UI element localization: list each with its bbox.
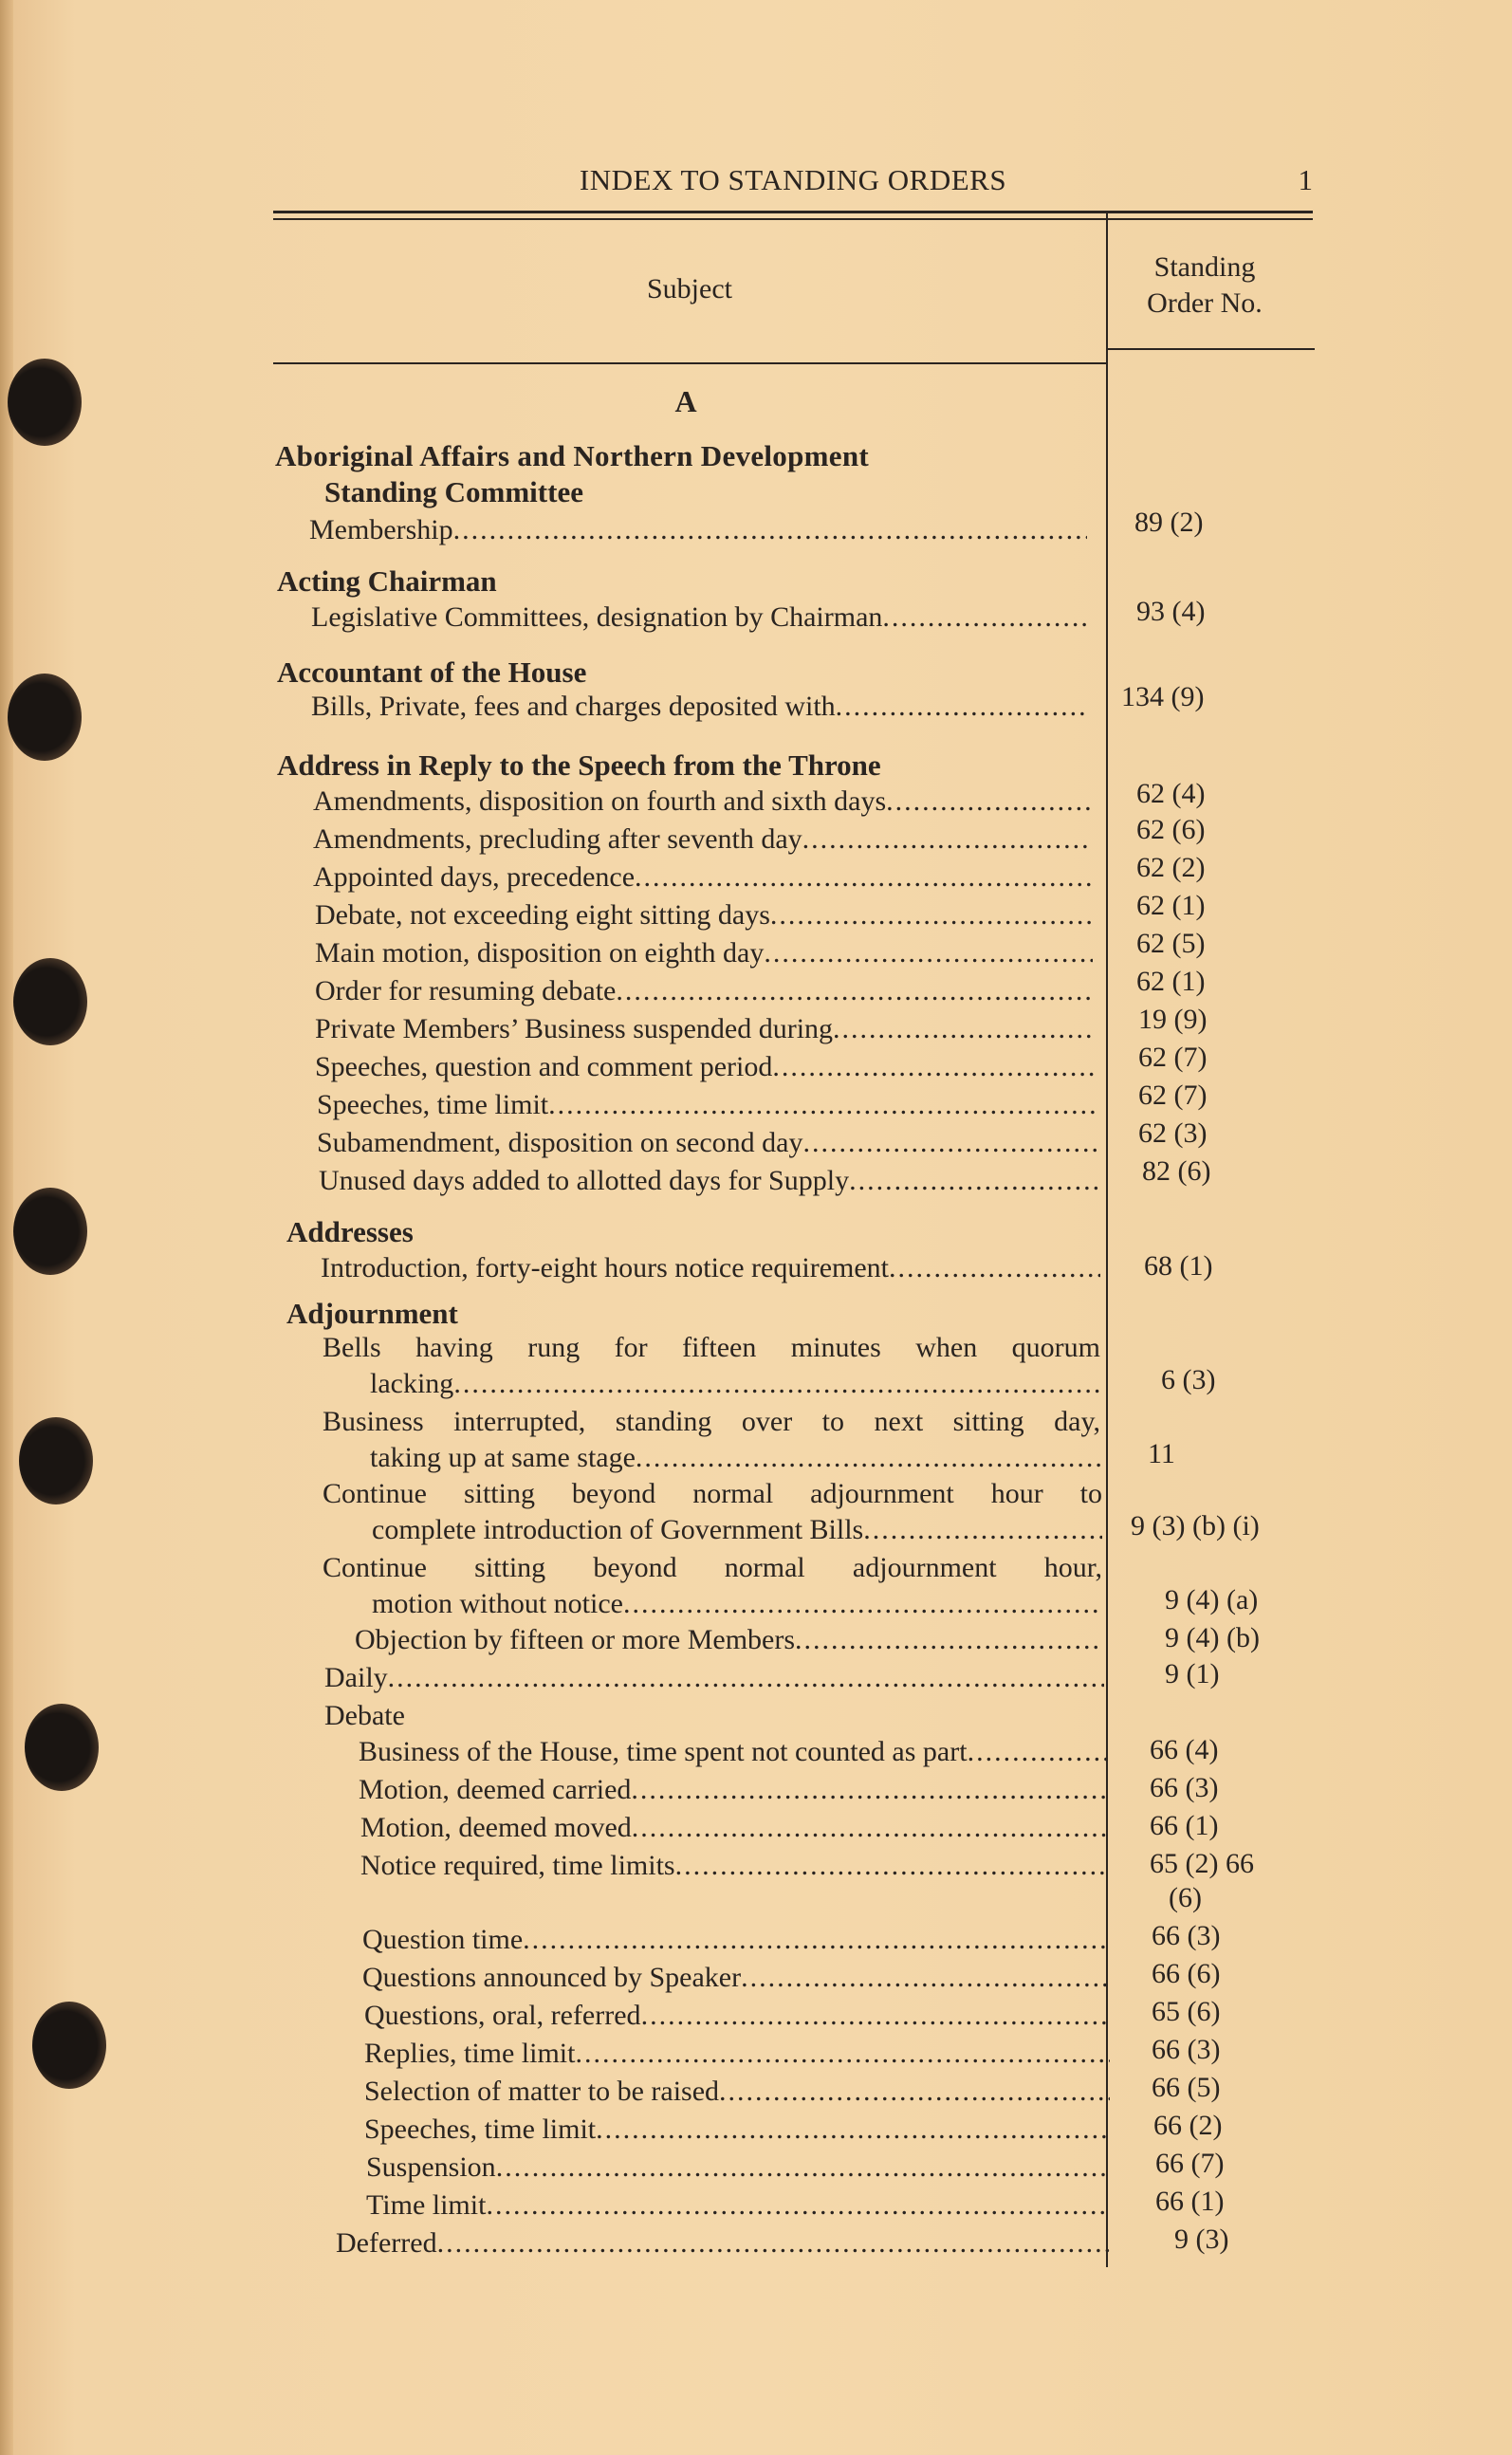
index-entry: motion without notice ..... (372, 1586, 1102, 1622)
index-entry: Business of the House, time spent not counted as part ..... (359, 1734, 1108, 1770)
order-ref: 62 (7) (1138, 1042, 1208, 1073)
binder-hole (8, 674, 82, 761)
index-entry-line: Bells having rung for fifteen minutes when quorum (323, 1332, 1100, 1363)
order-ref: 66 (5) (1152, 2072, 1221, 2103)
index-heading: Adjournment (286, 1297, 458, 1330)
index-entry: Selection of matter to be raised ..... (364, 2074, 1110, 2110)
index-entry: taking up at same stage ..... (370, 1440, 1100, 1476)
index-entry: Amendments, disposition on fourth and sixth days ..... (313, 784, 1091, 820)
index-entry: Subamendment, disposition on second day ..... (317, 1125, 1097, 1161)
order-ref: 62 (4) (1136, 778, 1206, 809)
order-ref: 62 (1) (1136, 890, 1206, 921)
order-ref: 65 (2) 66 (1150, 1848, 1254, 1879)
index-entry: Deferred ..... (336, 2225, 1110, 2261)
column-header-order-no: Order No. (1147, 287, 1263, 319)
order-ref: 66 (7) (1155, 2148, 1225, 2179)
index-entry-line: Continue sitting beyond normal adjournment hour, (323, 1552, 1102, 1583)
binder-edge (0, 0, 13, 2455)
index-entry: Questions announced by Speaker ..... (362, 1960, 1110, 1996)
column-divider (1106, 211, 1108, 2267)
index-entry: Objection by fifteen or more Members ..... (355, 1622, 1102, 1658)
index-entry: Bills, Private, fees and charges deposited with ..... (311, 689, 1089, 725)
index-entry: Speeches, time limit ..... (364, 2112, 1110, 2148)
order-ref: 62 (7) (1138, 1080, 1208, 1111)
binder-hole (13, 958, 87, 1045)
page-header (273, 159, 1313, 201)
index-entry: Motion, deemed moved ..... (360, 1810, 1108, 1846)
index-entry: lacking ..... (370, 1366, 1100, 1402)
order-ref: 62 (5) (1136, 928, 1206, 959)
order-ref: 62 (1) (1136, 966, 1206, 997)
index-entry: Motion, deemed carried ..... (359, 1772, 1108, 1808)
order-ref: 82 (6) (1142, 1155, 1211, 1187)
order-ref: 62 (6) (1136, 814, 1206, 845)
column-rule-left (273, 362, 1108, 364)
order-ref: 66 (2) (1153, 2110, 1223, 2141)
index-entry: Speeches, time limit ..... (317, 1087, 1097, 1123)
index-heading: Standing Committee (324, 475, 583, 508)
header-rule-double (273, 218, 1313, 220)
page-title: INDEX TO STANDING ORDERS (579, 163, 1007, 196)
order-ref: 89 (2) (1134, 507, 1204, 538)
index-subheading: Debate (324, 1700, 405, 1731)
index-entry: Suspension ..... (366, 2150, 1110, 2186)
binder-hole (25, 1704, 99, 1791)
order-ref: 62 (3) (1138, 1117, 1208, 1149)
order-ref: 66 (4) (1150, 1734, 1219, 1765)
index-entry: Order for resuming debate ..... (315, 973, 1093, 1009)
order-ref: 19 (9) (1138, 1004, 1208, 1035)
binder-hole (8, 359, 82, 446)
index-heading: Accountant of the House (277, 655, 587, 689)
index-entry: Legislative Committees, designation by Chairman ..... (311, 600, 1089, 636)
order-ref: 66 (3) (1150, 1772, 1219, 1803)
order-ref: 93 (4) (1136, 596, 1206, 627)
index-entry: Notice required, time limits ..... (360, 1848, 1108, 1884)
index-entry-line: Continue sitting beyond normal adjournment hour to (323, 1478, 1102, 1509)
order-ref: 66 (1) (1155, 2186, 1225, 2217)
order-ref: 66 (1) (1150, 1810, 1219, 1841)
index-entry: complete introduction of Government Bills ..... (372, 1512, 1102, 1548)
index-entry: Debate, not exceeding eight sitting days ..... (315, 897, 1093, 933)
index-entry: Introduction, forty-eight hours notice requirement ..... (321, 1250, 1100, 1286)
index-entry: Amendments, precluding after seventh day ..... (313, 821, 1091, 858)
binder-hole (13, 1188, 87, 1275)
binder-hole (19, 1417, 93, 1504)
index-entry-line: Business interrupted, standing over to next sitting day, (323, 1406, 1100, 1437)
order-ref: 11 (1148, 1438, 1175, 1469)
order-ref: 9 (4) (b) (1165, 1622, 1260, 1653)
section-letter: A (674, 384, 697, 418)
page-number: 1 (1298, 163, 1313, 196)
column-header-standing: Standing (1153, 251, 1256, 283)
index-entry: Time limit ..... (366, 2187, 1110, 2224)
index-heading: Address in Reply to the Speech from the Throne (277, 748, 881, 782)
order-ref: 65 (6) (1152, 1996, 1221, 2027)
index-entry: Private Members’ Business suspended during ..... (315, 1011, 1093, 1047)
index-entry: Appointed days, precedence ..... (313, 859, 1091, 895)
index-entry: Replies, time limit ..... (364, 2036, 1110, 2072)
order-ref: 62 (2) (1136, 852, 1206, 883)
order-ref: 9 (1) (1165, 1658, 1220, 1689)
order-ref: 9 (3) (b) (i) (1131, 1510, 1260, 1541)
order-ref: 66 (3) (1152, 2034, 1221, 2065)
index-entry: Questions, oral, referred ..... (364, 1998, 1110, 2034)
order-ref: 6 (3) (1161, 1364, 1216, 1395)
index-entry: Question time ..... (362, 1922, 1110, 1958)
binder-hole (32, 2002, 106, 2089)
order-ref: 134 (9) (1121, 681, 1205, 712)
index-entry: Speeches, question and comment period ..... (315, 1049, 1095, 1085)
order-ref: (6) (1169, 1882, 1202, 1913)
index-heading: Acting Chairman (277, 564, 497, 598)
header-rule-top (273, 211, 1313, 213)
index-entry: Main motion, disposition on eighth day ..... (315, 935, 1093, 971)
index-entry: Daily ..... (324, 1660, 1104, 1696)
order-ref: 66 (3) (1152, 1920, 1221, 1951)
order-ref: 66 (6) (1152, 1958, 1221, 1989)
column-header-subject: Subject (647, 273, 732, 305)
order-ref: 9 (3) (1174, 2224, 1229, 2255)
column-rule-right (1108, 348, 1315, 350)
index-heading: Aboriginal Affairs and Northern Development (275, 439, 869, 472)
index-entry: Membership ..... (309, 512, 1087, 548)
order-ref: 9 (4) (a) (1165, 1584, 1259, 1615)
index-heading: Addresses (286, 1215, 414, 1248)
order-ref: 68 (1) (1144, 1250, 1213, 1282)
index-entry: Unused days added to allotted days for Supply ..... (319, 1163, 1098, 1199)
